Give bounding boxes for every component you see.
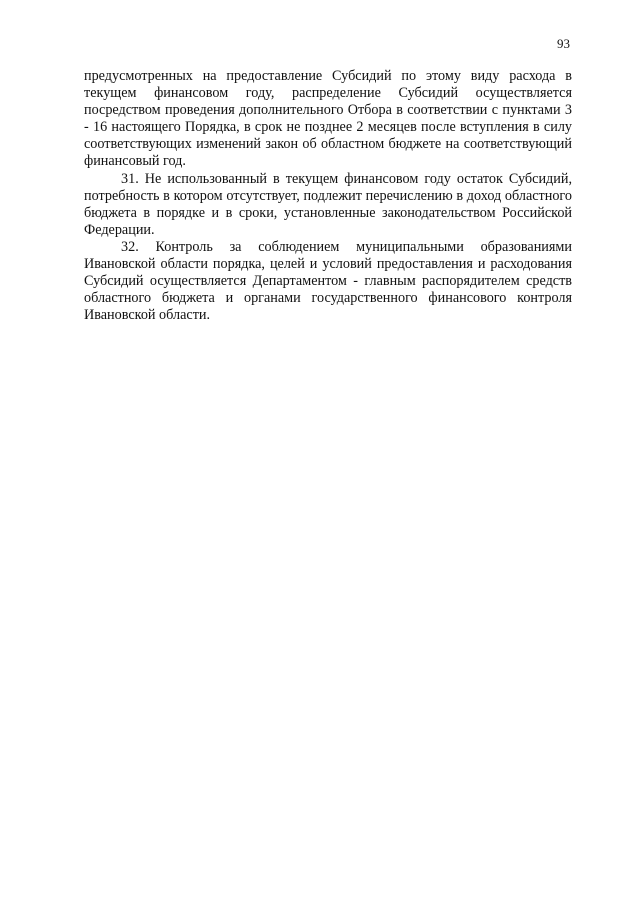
- page-number: 93: [557, 36, 570, 51]
- paragraph-item-32: 32. Контроль за соблюдением муниципальными образованиями Ивановской области порядка, целей и условий предоставления и расходования Субсидий осуществляется Департаментом - главным распорядителем средств областного бюджета и органами государственного финансового контроля Ивановской области.: [84, 238, 572, 324]
- paragraph-item-31: 31. Не использованный в текущем финансовом году остаток Субсидий, потребность в котором отсутствует, подлежит перечислению в доход областного бюджета в порядке и в сроки, установленные законодательством Российской Федерации.: [84, 170, 572, 238]
- paragraph-continuation: предусмотренных на предоставление Субсидий по этому виду расхода в текущем финансовом году, распределение Субсидий осуществляется посредством проведения дополнительного Отбора в соответствии с пунктами 3 - 16 настоящего Порядка, в срок не позднее 2 месяцев после вступления в силу соответствующих изменений закон об областном бюджете на соответствующий финансовый год.: [84, 68, 572, 170]
- document-body: [84, 68, 572, 324]
